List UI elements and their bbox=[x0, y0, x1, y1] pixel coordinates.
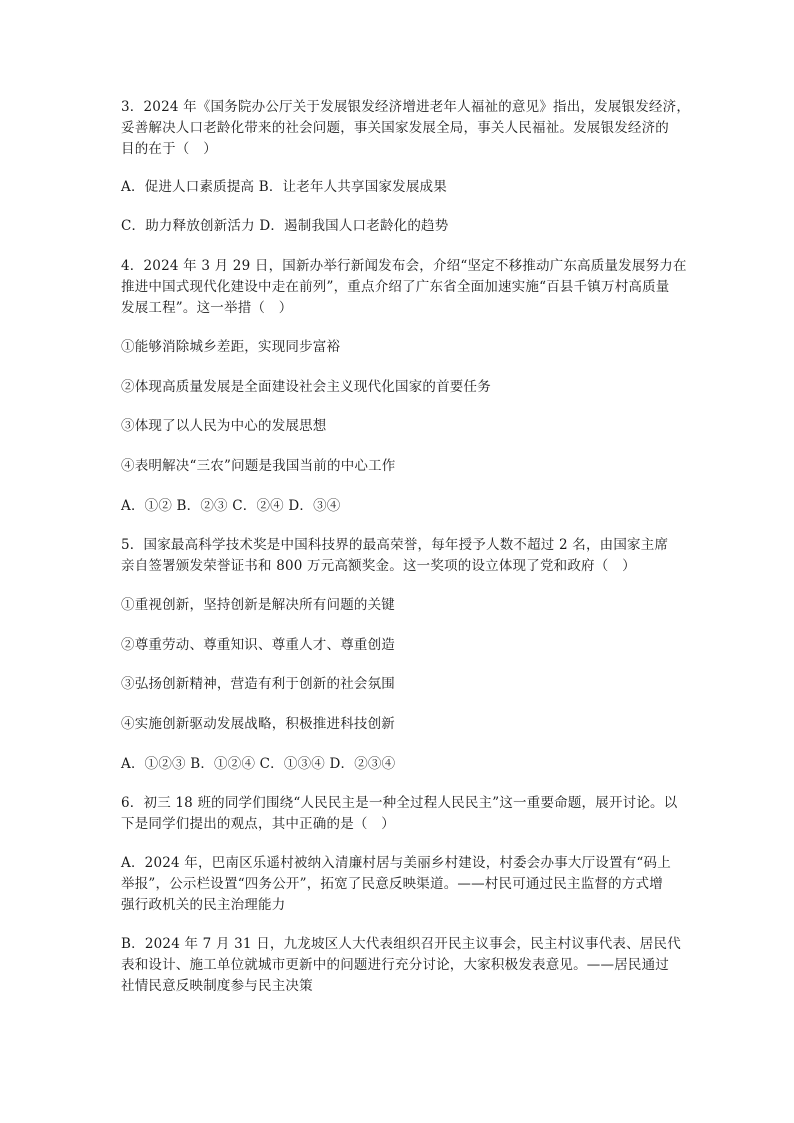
q6-option-b-line-3: 社情民意反映制度参与民主决策 bbox=[121, 978, 313, 994]
q3-options-cd: C．助力释放创新活力 D．遏制我国人口老龄化的趋势 bbox=[121, 218, 449, 234]
q5-statement-4: ④实施创新驱动发展战略，积极推进科技创新 bbox=[121, 716, 395, 732]
q4-stem-line-2: 推进中国式现代化建设中走在前列”，重点介绍了广东省全面加速实施“百县千镇万村高质量 bbox=[121, 279, 670, 295]
q6-option-a-line-3: 强行政机关的民主治理能力 bbox=[121, 897, 286, 913]
q3-stem-line-3: 目的在于（ ） bbox=[121, 141, 217, 157]
q5-stem-line-1: 5．国家最高科学技术奖是中国科技界的最高荣誉，每年授予人数不超过 2 名，由国家主席 bbox=[121, 537, 669, 553]
q4-stem-line-1: 4．2024 年 3 月 29 日，国新办举行新闻发布会，介绍“坚定不移推动广东高质量发展努力在 bbox=[121, 258, 687, 274]
q3-stem-line-2: 妥善解决人口老龄化带来的社会问题，事关国家发展全局，事关人民福祉。发展银发经济的 bbox=[121, 120, 669, 136]
q6-stem-line-2: 下是同学们提出的观点，其中正确的是（ ） bbox=[121, 816, 395, 832]
q6-option-b-line-2: 表和设计、施工单位就城市更新中的问题进行充分讨论，大家积极发表意见。——居民通过 bbox=[121, 957, 669, 973]
q4-statement-3: ③体现了以人民为中心的发展思想 bbox=[121, 418, 327, 434]
q3-options-ab: A．促进人口素质提高 B．让老年人共享国家发展成果 bbox=[121, 179, 447, 195]
q6-stem-line-1: 6．初三 18 班的同学们围绕“人民民主是一种全过程人民民主”这一重要命题，展开讨论。以 bbox=[121, 795, 678, 811]
q4-statement-4: ④表明解决“三农”问题是我国当前的中心工作 bbox=[121, 458, 396, 474]
q4-options: A．①② B．②③ C．②④ D．③④ bbox=[121, 498, 341, 514]
q5-stem-line-2: 亲自签署颁发荣誉证书和 800 万元高额奖金。这一奖项的设立体现了党和政府（ ） bbox=[121, 558, 636, 574]
q5-statement-2: ②尊重劳动、尊重知识、尊重人才、尊重创造 bbox=[121, 637, 395, 653]
q3-stem-line-1: 3．2024 年《国务院办公厅关于发展银发经济增进老年人福祉的意见》指出，发展银发经济， bbox=[121, 99, 691, 115]
q4-statement-1: ①能够消除城乡差距，实现同步富裕 bbox=[121, 339, 341, 355]
q6-option-b-line-1: B．2024 年 7 月 31 日，九龙坡区人大代表组织召开民主议事会，民主村议事代表、居民代 bbox=[121, 936, 681, 952]
q6-option-a-line-1: A．2024 年，巴南区乐遥村被纳入清廉村居与美丽乡村建设，村委会办事大厅设置有“码上 bbox=[121, 855, 671, 871]
q6-option-a-line-2: 举报”，公示栏设置“四务公开”，拓宽了民意反映渠道。——村民可通过民主监督的方式增 bbox=[121, 876, 663, 892]
q5-options: A．①②③ B．①②④ C．①③④ D．②③④ bbox=[121, 756, 396, 772]
q4-statement-2: ②体现高质量发展是全面建设社会主义现代化国家的首要任务 bbox=[121, 379, 491, 395]
q5-statement-3: ③弘扬创新精神，营造有利于创新的社会氛围 bbox=[121, 676, 395, 692]
q5-statement-1: ①重视创新，坚持创新是解决所有问题的关键 bbox=[121, 597, 395, 613]
q4-stem-line-3: 发展工程”。这一举措（ ） bbox=[121, 300, 293, 316]
